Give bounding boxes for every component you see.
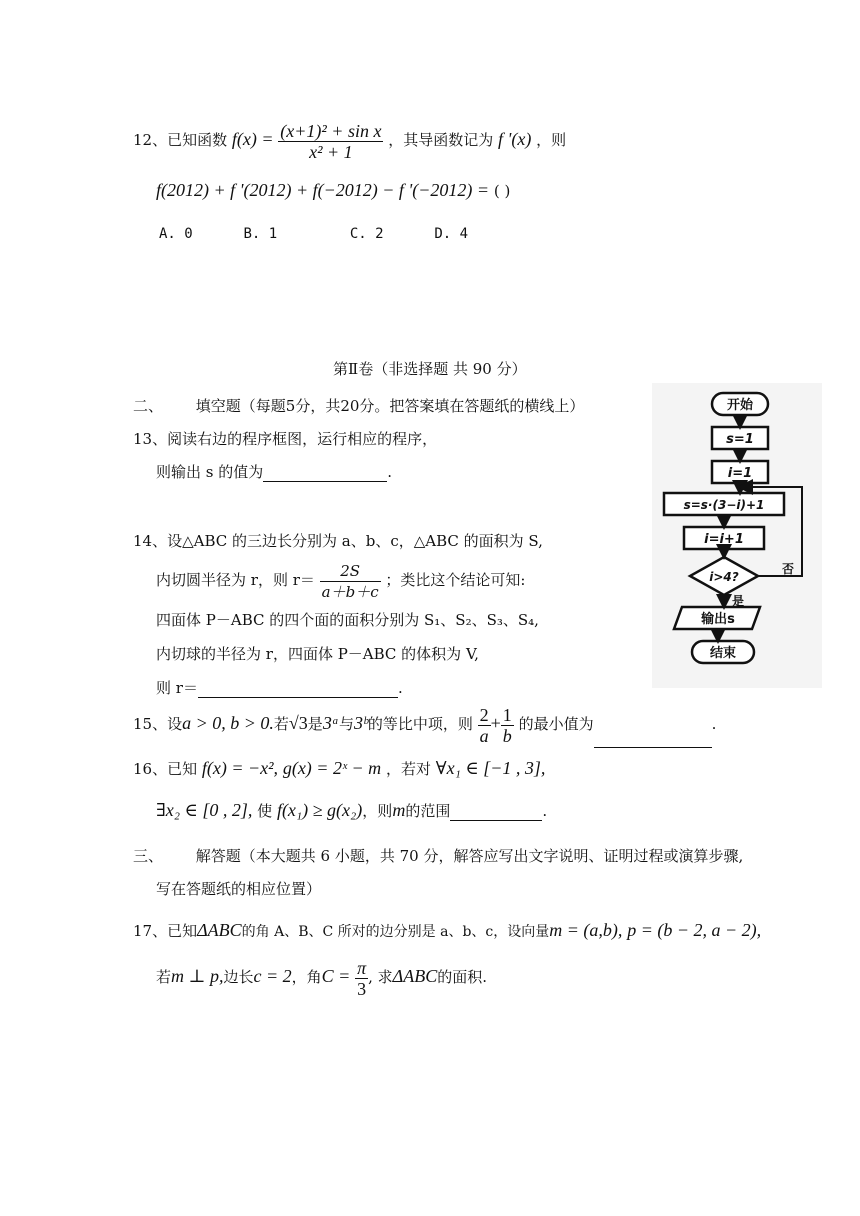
- q15-plus: +: [490, 713, 501, 733]
- q15-frac1-den: a: [479, 725, 489, 746]
- q17-pi-num: π: [357, 957, 367, 978]
- q13-line2: [156, 461, 392, 482]
- q17-pre: 17、已知: [133, 922, 198, 940]
- flow-i-init-label: i=1: [727, 466, 753, 481]
- q16-answer-blank: [450, 802, 542, 821]
- q12-prefix: 12、已知函数: [133, 131, 228, 149]
- flow-output-label: 输出s: [701, 612, 735, 627]
- choice-a: A. 0: [159, 226, 193, 242]
- q16-end: .: [542, 802, 548, 820]
- q12-fraction: [278, 121, 383, 162]
- flow-cond-label: i>4?: [709, 570, 739, 584]
- q17-tri: ΔABC: [197, 920, 242, 940]
- q13-text: 则输出 s 的值为: [156, 463, 264, 481]
- q14-line2: [156, 557, 525, 603]
- q16-exists: ∃x₂ ∈ [0 , 2],: [156, 800, 253, 820]
- section3-heading: [133, 845, 743, 866]
- q15-cond: a > 0, b > 0.: [182, 713, 274, 733]
- q17-pi-frac: [355, 958, 368, 999]
- q15-end: .: [711, 715, 717, 733]
- q15-text1: 若: [273, 715, 289, 733]
- q17-m-vec: m = (a,b),: [549, 920, 623, 940]
- q12-frac-num: (x+1)² + sin x: [280, 120, 382, 141]
- q12-func-lhs: f(x) =: [231, 129, 274, 149]
- q17-final: 的面积.: [437, 968, 487, 986]
- q14-answer-blank: [198, 679, 398, 698]
- flow-start-label: 开始: [726, 398, 754, 413]
- q14-fraction: [320, 561, 381, 602]
- q17-line2-end: , 求: [368, 968, 393, 986]
- q15-frac1-num: 2: [479, 704, 489, 725]
- q12-line1: [133, 116, 566, 162]
- q14-frac-num: 2S: [320, 561, 381, 582]
- q15-text3: 与: [338, 715, 354, 733]
- q15-frac1: [478, 705, 491, 746]
- flowchart-svg: [652, 383, 822, 688]
- q16-mid2: 使: [257, 802, 273, 820]
- q13-end: .: [387, 463, 393, 481]
- section3-part-title: 解答题（本大题共 6 小题，共 70 分，解答应写出文字说明、证明过程或演算步骤,: [195, 847, 744, 865]
- flow-no-label: 否: [781, 562, 795, 576]
- q16-post: ，则: [362, 802, 393, 820]
- flow-yes-label: 是: [731, 594, 745, 608]
- flow-s-init-label: s=1: [726, 432, 754, 447]
- q17-tri2: ΔABC: [392, 966, 438, 986]
- q12-mid: ，其导函数记为: [388, 131, 494, 149]
- q14-line5: [156, 677, 403, 698]
- q12-expr: f(2012) + f '(2012) + f(−2012) − f '(−2012) =: [156, 180, 490, 200]
- section2-part-num: 二、: [133, 397, 164, 415]
- q16-ineq: f(x₁) ≥ g(x₂): [276, 800, 363, 820]
- q15-frac2-num: 1: [502, 704, 512, 725]
- q17-line1: [133, 920, 761, 941]
- q12-frac-den: x² + 1: [309, 141, 353, 162]
- flowchart: [652, 383, 822, 688]
- q15-p2: 3ᵇ: [354, 713, 368, 733]
- q17-C-eq: C =: [321, 966, 351, 986]
- q16-line2: [156, 800, 547, 821]
- q14-frac-den: a＋b＋c: [321, 582, 379, 601]
- choice-d: D. 4: [434, 226, 469, 242]
- q15-frac2-den: b: [502, 725, 512, 746]
- q12-suffix: ，则: [536, 131, 567, 149]
- section2-heading: [133, 395, 584, 416]
- q17-pi-den: 3: [357, 978, 367, 999]
- section3-part-num: 三、: [133, 847, 164, 865]
- q14-line3: 四面体 P－ABC 的四个面的面积分别为 S₁、S₂、S₃、S₄,: [156, 611, 539, 629]
- q15-text5: 的最小值为: [518, 715, 594, 733]
- q14-line1: 14、设△ABC 的三边长分别为 a、b、c，△ABC 的面积为 S,: [133, 532, 543, 550]
- section2-part-title: 填空题（每题5分，共20分。把答案填在答题纸的横线上）: [195, 397, 585, 415]
- q16-forall: ∀x₁ ∈ [−1 , 3],: [435, 758, 546, 778]
- q17-line2-mid2: ，角: [291, 968, 322, 986]
- q14-line2-pre: 内切圆半径为 r，则 r＝: [156, 571, 315, 589]
- q13-line1: 13、阅读右边的程序框图，运行相应的程序，: [133, 430, 438, 448]
- q16-mid: ，若对: [385, 760, 431, 778]
- q15-answer-blank: [594, 701, 712, 748]
- flow-update-label: s=s·(3−i)+1: [683, 498, 765, 512]
- q16-range: 的范围: [405, 802, 451, 820]
- q15-pre: 15、设: [133, 715, 183, 733]
- flow-incr-label: i=i+1: [704, 532, 744, 547]
- q17-c-eq: c = 2: [253, 966, 292, 986]
- q14-line2-post: ；类比这个结论可知:: [385, 571, 526, 589]
- q14-line5-text: 则 r＝: [156, 679, 198, 697]
- choice-b: B. 1: [243, 226, 278, 242]
- q17-line2-mid: 边长: [223, 968, 254, 986]
- q16-line1: [133, 758, 545, 779]
- q15-frac2: [501, 705, 514, 746]
- q15-p1: 3ᵃ: [322, 713, 339, 733]
- q13-answer-blank: [263, 463, 387, 482]
- q17-mid: 的角 A、B、C 所对的边分别是 a、b、c，设向量: [241, 924, 550, 940]
- q17-p-vec: p = (b − 2, a − 2),: [627, 920, 762, 940]
- q14-line4: 内切球的半径为 r，四面体 P－ABC 的体积为 V,: [156, 645, 479, 663]
- q15-line: [133, 700, 716, 746]
- q17-line2: [156, 953, 487, 999]
- section3-line2: 写在答题纸的相应位置）: [156, 880, 322, 898]
- q12-choices: [159, 226, 468, 242]
- choice-c: C. 2: [349, 226, 384, 242]
- q12-deriv: f '(x): [498, 129, 532, 149]
- q17-perp: m ⊥ p,: [171, 966, 224, 986]
- q15-text2: 是: [307, 715, 323, 733]
- q17-line2-pre: 若: [156, 968, 172, 986]
- q16-m: m: [392, 800, 406, 820]
- q16-g: g(x) = 2ˣ − m: [282, 758, 382, 778]
- q14-end: .: [397, 679, 403, 697]
- q16-pre: 16、已知: [133, 760, 198, 778]
- flow-end-label: 结束: [709, 646, 737, 661]
- q12-line2: [156, 180, 510, 201]
- q15-sqrt3: √3: [288, 713, 308, 733]
- q15-text4: 的等比中项，则: [367, 715, 473, 733]
- section2-title: 第Ⅱ卷（非选择题 共 90 分）: [333, 360, 527, 378]
- q12-paren: ( ): [493, 182, 511, 200]
- q16-f: f(x) = −x²,: [201, 758, 279, 778]
